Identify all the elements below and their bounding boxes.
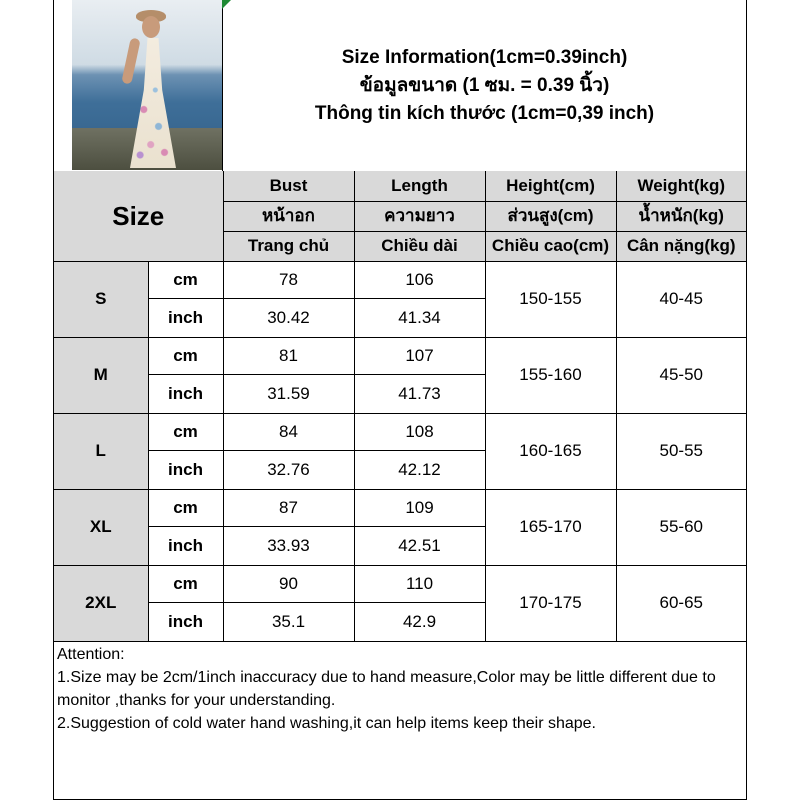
col-header-bust-th: หน้าอก — [223, 201, 354, 231]
height-cell: 165-170 — [485, 489, 616, 565]
weight-cell: 50-55 — [616, 413, 746, 489]
length-cm-cell: 108 — [354, 413, 485, 450]
unit-label-inch: inch — [148, 602, 223, 641]
chart-header — [54, 0, 746, 172]
height-cell: 155-160 — [485, 337, 616, 413]
height-cell: 150-155 — [485, 261, 616, 337]
col-header-bust-en: Bust — [223, 171, 354, 201]
unit-label-cm: cm — [148, 565, 223, 602]
bust-cm-cell: 81 — [223, 337, 354, 374]
length-cm-cell: 107 — [354, 337, 485, 374]
table-row — [54, 337, 746, 374]
col-header-bust-vi: Trang chủ — [223, 231, 354, 261]
size-label: XL — [54, 489, 148, 565]
col-header-weight-en: Weight(kg) — [616, 171, 746, 201]
product-photo — [72, 0, 222, 170]
weight-cell: 40-45 — [616, 261, 746, 337]
length-inch-cell: 42.51 — [354, 526, 485, 565]
notes-title: Attention: — [57, 646, 125, 663]
notes-line-2: 2.Suggestion of cold water hand washing,it can help items keep their shape. — [57, 715, 596, 732]
weight-cell: 60-65 — [616, 565, 746, 641]
bust-cm-cell: 78 — [223, 261, 354, 298]
length-cm-cell: 109 — [354, 489, 485, 526]
bust-inch-cell: 31.59 — [223, 374, 354, 413]
unit-label-inch: inch — [148, 450, 223, 489]
weight-cell: 55-60 — [616, 489, 746, 565]
size-header: Size — [54, 171, 223, 261]
size-chart — [53, 0, 747, 800]
col-header-weight-th: น้ำหนัก(kg) — [616, 201, 746, 231]
height-cell: 170-175 — [485, 565, 616, 641]
col-header-length-en: Length — [354, 171, 485, 201]
col-header-height-en: Height(cm) — [485, 171, 616, 201]
length-inch-cell: 41.73 — [354, 374, 485, 413]
length-inch-cell: 42.12 — [354, 450, 485, 489]
col-header-height-vi: Chiều cao(cm) — [485, 231, 616, 261]
col-header-height-th: ส่วนสูง(cm) — [485, 201, 616, 231]
unit-label-cm: cm — [148, 489, 223, 526]
title-thai: ข้อมูลขนาด (1 ซม. = 0.39 นิ้ว) — [359, 74, 610, 96]
unit-label-inch: inch — [148, 526, 223, 565]
attention-notes — [57, 643, 745, 735]
size-label: M — [54, 337, 148, 413]
size-info-title — [223, 0, 746, 171]
size-table — [54, 171, 746, 642]
bust-inch-cell: 32.76 — [223, 450, 354, 489]
col-header-weight-vi: Cân nặng(kg) — [616, 231, 746, 261]
table-row — [54, 261, 746, 298]
size-label: S — [54, 261, 148, 337]
bust-inch-cell: 35.1 — [223, 602, 354, 641]
length-inch-cell: 42.9 — [354, 602, 485, 641]
unit-label-cm: cm — [148, 413, 223, 450]
bust-cm-cell: 84 — [223, 413, 354, 450]
size-label: L — [54, 413, 148, 489]
length-cm-cell: 110 — [354, 565, 485, 602]
length-cm-cell: 106 — [354, 261, 485, 298]
col-header-length-th: ความยาว — [354, 201, 485, 231]
table-row — [54, 489, 746, 526]
title-english: Size Information(1cm=0.39inch) — [341, 46, 628, 68]
bust-cm-cell: 90 — [223, 565, 354, 602]
bust-cm-cell: 87 — [223, 489, 354, 526]
notes-line-1: 1.Size may be 2cm/1inch inaccuracy due to hand measure,Color may be little different due to monitor ,thanks for your understanding. — [57, 669, 716, 709]
unit-label-inch: inch — [148, 374, 223, 413]
unit-label-inch: inch — [148, 298, 223, 337]
height-cell: 160-165 — [485, 413, 616, 489]
weight-cell: 45-50 — [616, 337, 746, 413]
bust-inch-cell: 33.93 — [223, 526, 354, 565]
col-header-length-vi: Chiều dài — [354, 231, 485, 261]
unit-label-cm: cm — [148, 261, 223, 298]
length-inch-cell: 41.34 — [354, 298, 485, 337]
title-vietnamese: Thông tin kích thước (1cm=0,39 inch) — [314, 102, 655, 124]
table-row — [54, 565, 746, 602]
bust-inch-cell: 30.42 — [223, 298, 354, 337]
table-row — [54, 413, 746, 450]
size-label: 2XL — [54, 565, 148, 641]
unit-label-cm: cm — [148, 337, 223, 374]
